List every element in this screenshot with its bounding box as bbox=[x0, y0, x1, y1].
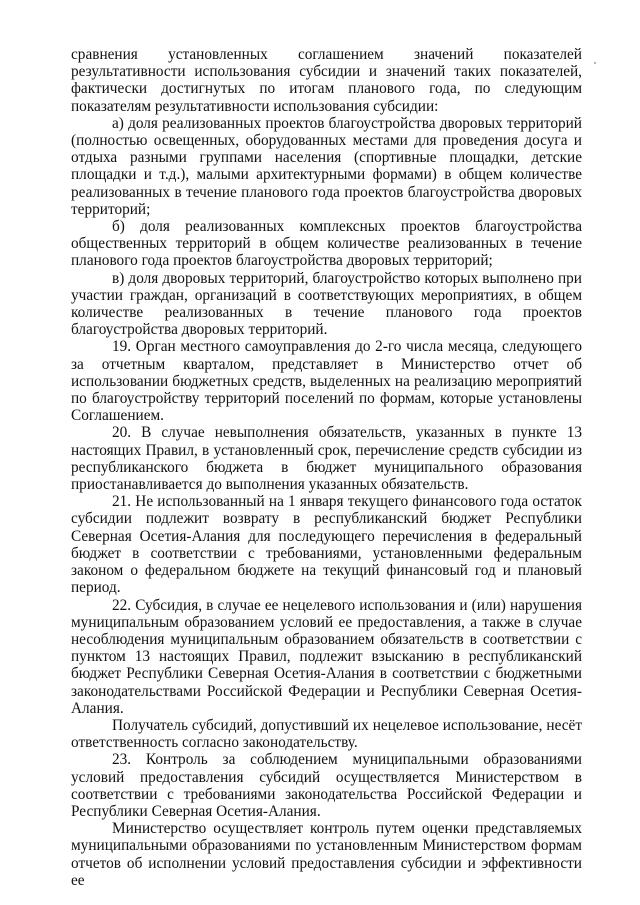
paragraph-item-b: б) доля реализованных комплексных проектов благоустройства общественных территорий в общем количестве реализованных в течение планового года проектов благоустройства дворовых территорий; bbox=[71, 218, 582, 270]
paragraph-clause-19: 19. Орган местного самоуправления до 2-го числа месяца, следующего за отчетным кварталом, представляет в Министерство отчет об использовании бюджетных средств, выделенных на реализацию мероприятий по благоустройству территорий поселений по формам, которые установлены Соглашением. bbox=[71, 338, 582, 425]
paragraph-continuation: сравнения установленных соглашением значений показателей результативности использования субсидии и значений таких показателей, фактически достигнутых по итогам планового года, по следующим показателям результативности использования субсидии: bbox=[71, 46, 582, 115]
paragraph-clause-23: 23. Контроль за соблюдением муниципальными образованиями условий предоставления субсидий осуществляется Министерством в соответствии с требованиями законодательства Российской Федерации и Республики Северная Осетия-Алания. bbox=[71, 751, 582, 820]
document-body bbox=[71, 46, 582, 889]
paragraph-ministry-control: Министерство осуществляет контроль путем оценки представляемых муниципальными образованиями по установленным Министерством формам отчетов об исполнении условий предоставления субсидии и эффективности ее bbox=[71, 820, 582, 889]
scan-speck bbox=[594, 62, 596, 64]
paragraph-item-v: в) доля дворовых территорий, благоустройство которых выполнено при участии граждан, организаций в соответствующих мероприятиях, в общем количестве реализованных в течение планового года проектов благоустройства дворовых территорий. bbox=[71, 269, 582, 339]
paragraph-recipient-responsibility: Получатель субсидий, допустивший их нецелевое использование, несёт ответственность согласно законодательству. bbox=[71, 716, 582, 752]
paragraph-clause-21: 21. Не использованный на 1 января текущего финансового года остаток субсидии подлежит возврату в республиканский бюджет Республики Северная Осетия-Алания для последующего перечисления в федеральный бюджет в соответствии с требованиями, установленными федеральным законом о федеральном бюджете на текущий финансовый год и плановый период. bbox=[71, 493, 582, 597]
paragraph-clause-22: 22. Субсидия, в случае ее нецелевого использования и (или) нарушения муниципальным образованием условий ее предоставления, а также в случае несоблюдения муниципальным образованием обязательств в соответствии с пунктом 13 настоящих Правил, подлежит взысканию в республиканский бюджет Республики Северная Осетия-Алания в соответствии с бюджетными законодательствами Российской Федерации и Республики Северная Осетия-Алания. bbox=[71, 596, 582, 717]
paragraph-item-a: а) доля реализованных проектов благоустройства дворовых территорий (полностью освещенных, оборудованных местами для проведения досуга и отдыха разными группами населения (спортивные площадки, детские площадки и т.д.), малыми архитектурными формами) в общем количестве реализованных в течение планового года проектов благоустройства дворовых территорий; bbox=[71, 114, 582, 218]
paragraph-clause-20: 20. В случае невыполнения обязательств, указанных в пункте 13 настоящих Правил, в установленный срок, перечисление средств субсидии из республиканского бюджета в бюджет муниципального образования приостанавливается до выполнения указанных обязательств. bbox=[71, 424, 582, 494]
